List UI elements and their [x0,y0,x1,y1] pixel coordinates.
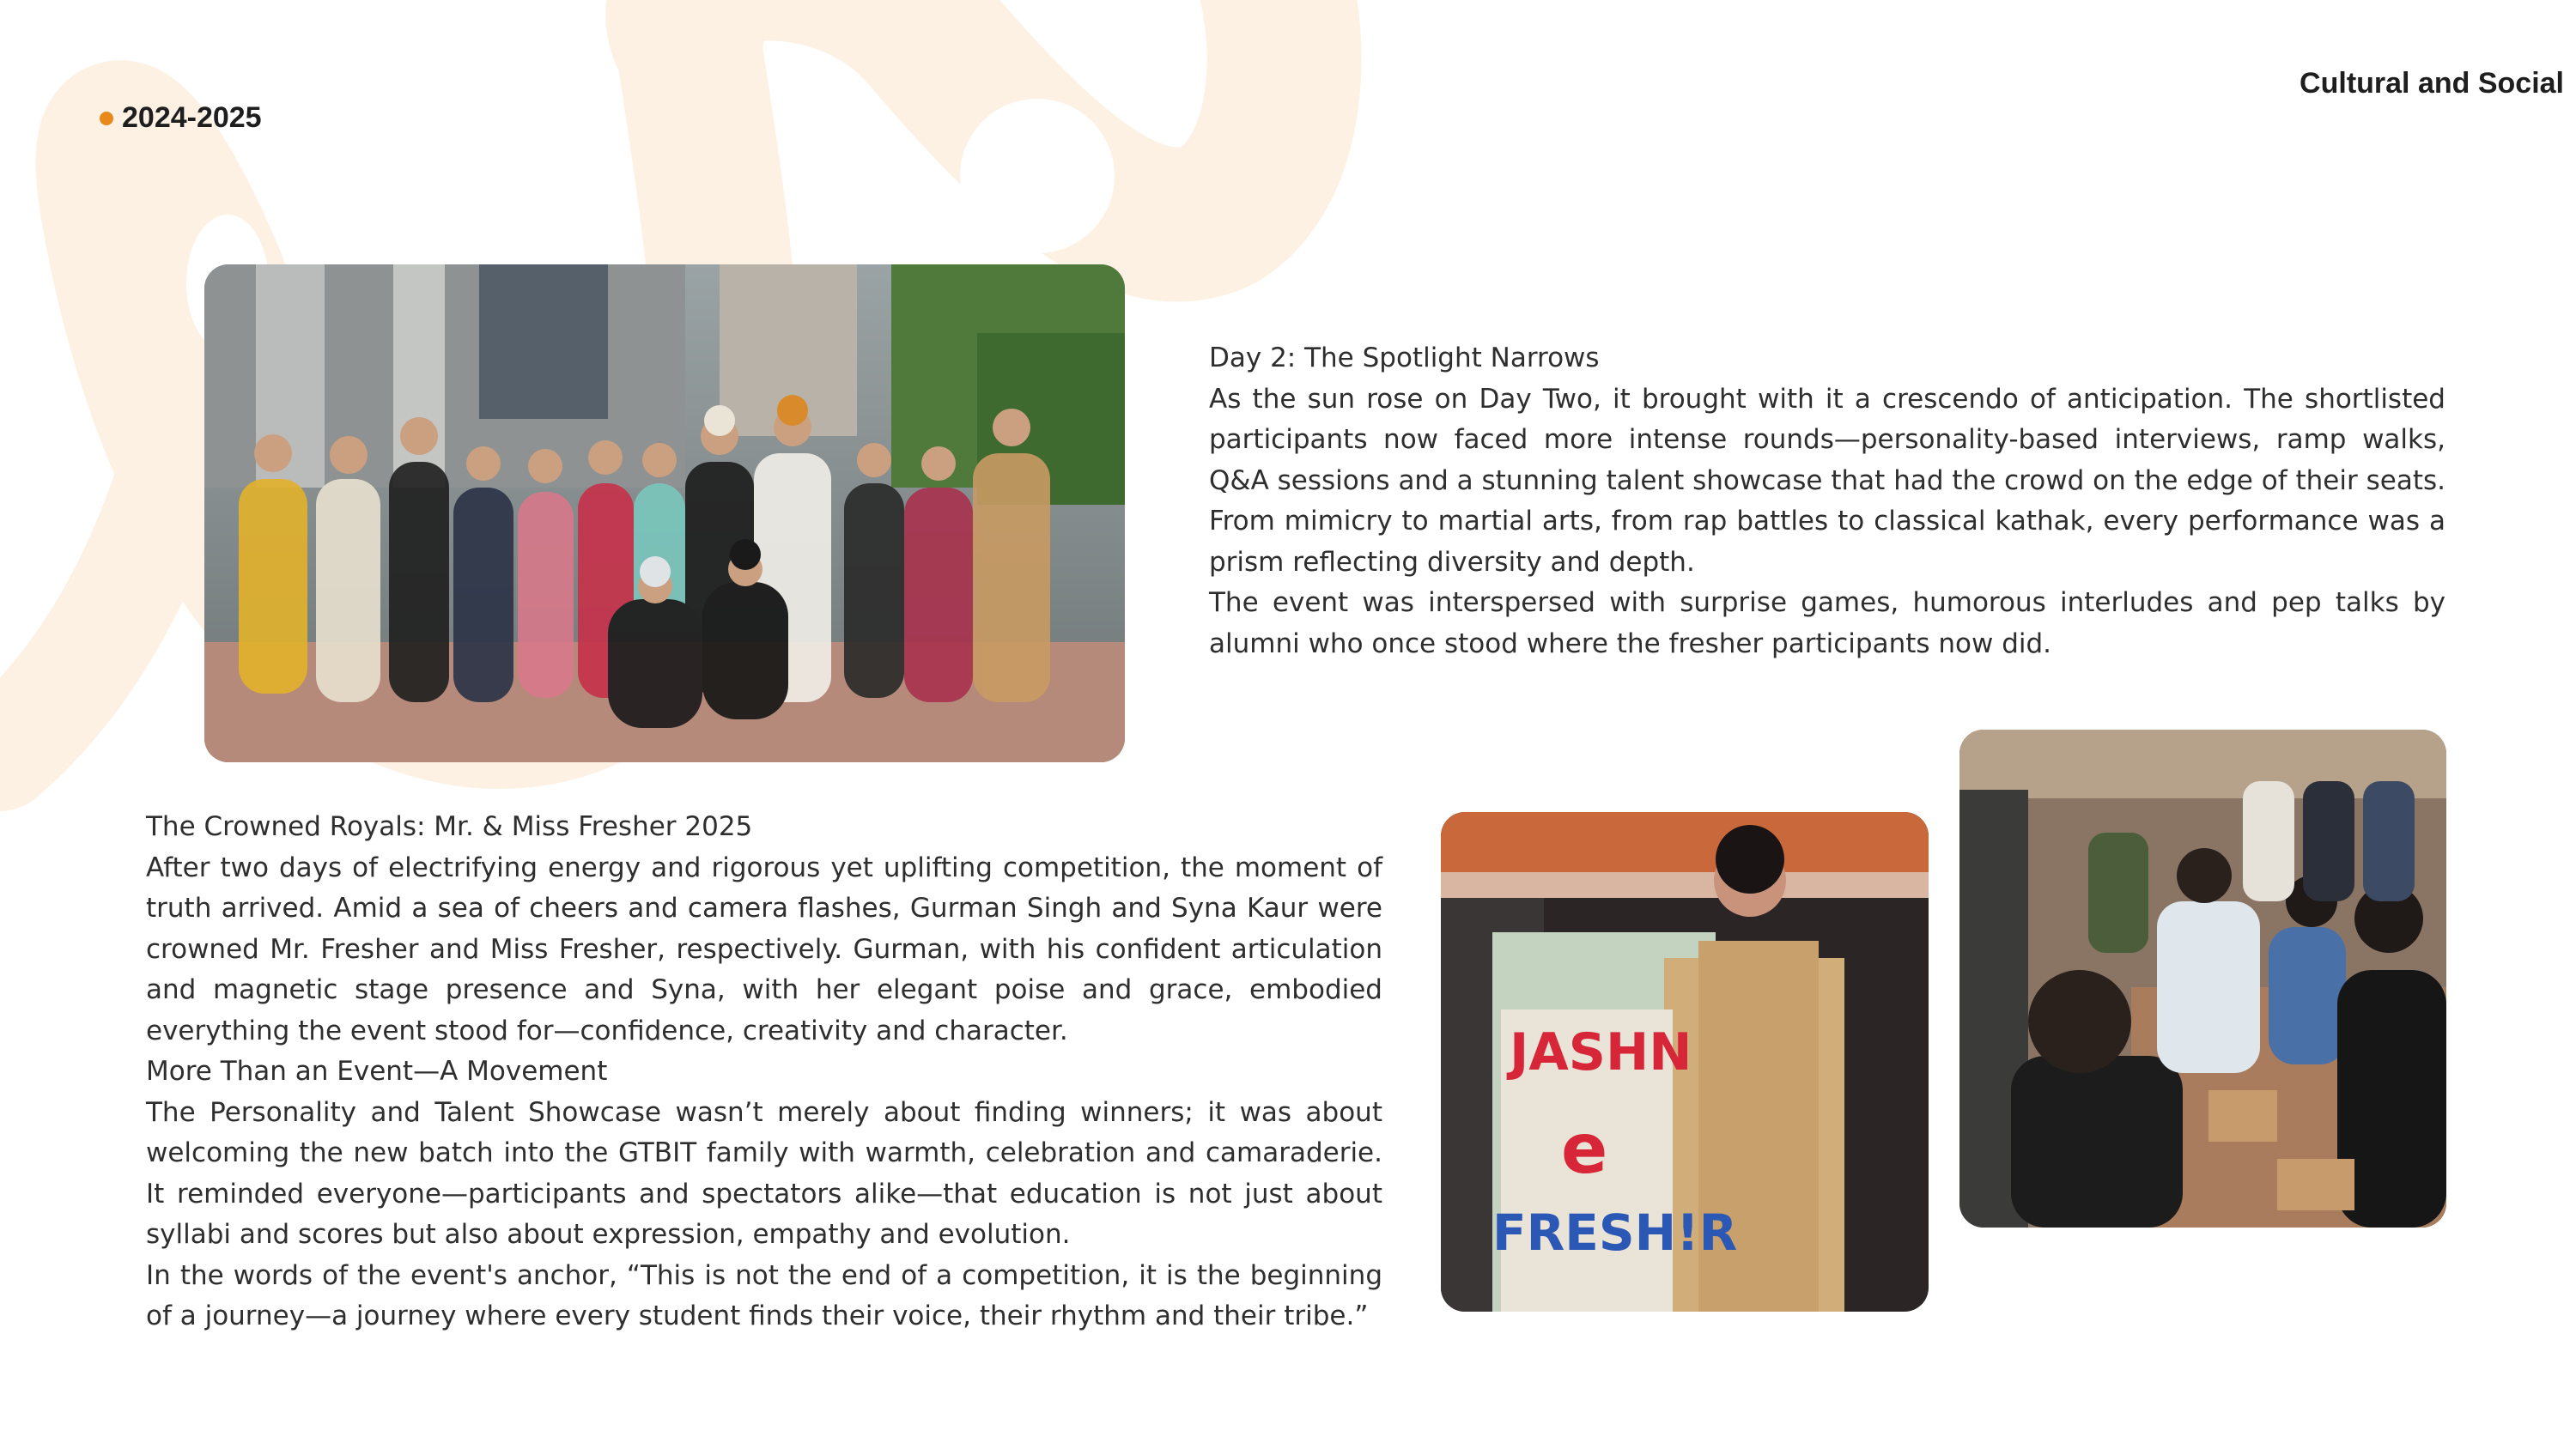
crowned-text-block [146,807,1382,1337]
speaker-photo-image [1441,812,1929,1312]
crowned-paragraph-3: In the words of the event's anchor, “This is not the end of a competition, it is the beginning of a journey—a journey where every student finds their voice, their rhythm and their tribe.” [146,1259,1382,1331]
year-label [100,101,262,135]
crowned-paragraph-2: The Personality and Talent Showcase wasn’t merely about finding winners; it was about welcoming the new batch into the GTBIT family with warmth, celebration and camaraderie. It reminded everyone—participants and spectators alike—that education is not just about syllabi and scores but also about expression, empathy and evolution. [146,1096,1382,1250]
crowd-photo-image [1959,730,2446,1228]
banner-line-1: JASHN [1510,1022,1692,1082]
crowd-photo [1959,730,2446,1228]
crowned-title: The Crowned Royals: Mr. & Miss Fresher 2025 [146,811,753,842]
day2-paragraph-2: The event was interspersed with surprise games, humorous interludes and pep talks by alumni who once stood where the fresher participants now did. [1209,587,2445,659]
day2-text-block [1209,338,2445,664]
group-photo-image [204,264,1125,762]
day2-title: Day 2: The Spotlight Narrows [1209,343,1600,373]
year-text: 2024-2025 [122,101,262,134]
crowned-paragraph-1: After two days of electrifying energy and rigorous yet uplifting competition, the moment of truth arrived. Amid a sea of cheers and camera flashes, Gurman Singh and Syna Kaur were crowned Mr. Fresher and Miss Fresher, respectively. Gurman, with his confident articulation and magnetic stage presence and Syna, with her elegant poise and grace, embodied everything the event stood for—confidence, creativity and character. [146,852,1382,1046]
banner-line-2: e [1561,1109,1608,1189]
speaker-photo [1441,812,1929,1312]
day2-paragraph-1: As the sun rose on Day Two, it brought with it a crescendo of anticipation. The shortlisted participants now faced more intense rounds—personality-based interviews, ramp walks, Q&A sessions and a stunning talent showcase that had the crowd on the edge of their seats. From mimicry to martial arts, from rap battles to classical kathak, every performance was a prism reflecting diversity and depth. [1209,383,2445,578]
banner-line-3: FRESH!R [1492,1203,1738,1262]
section-title: Cultural and Social [2300,67,2564,100]
crowned-subtitle: More Than an Event—A Movement [146,1056,608,1087]
bullet-dot-icon [100,112,113,125]
group-photo [204,264,1125,762]
